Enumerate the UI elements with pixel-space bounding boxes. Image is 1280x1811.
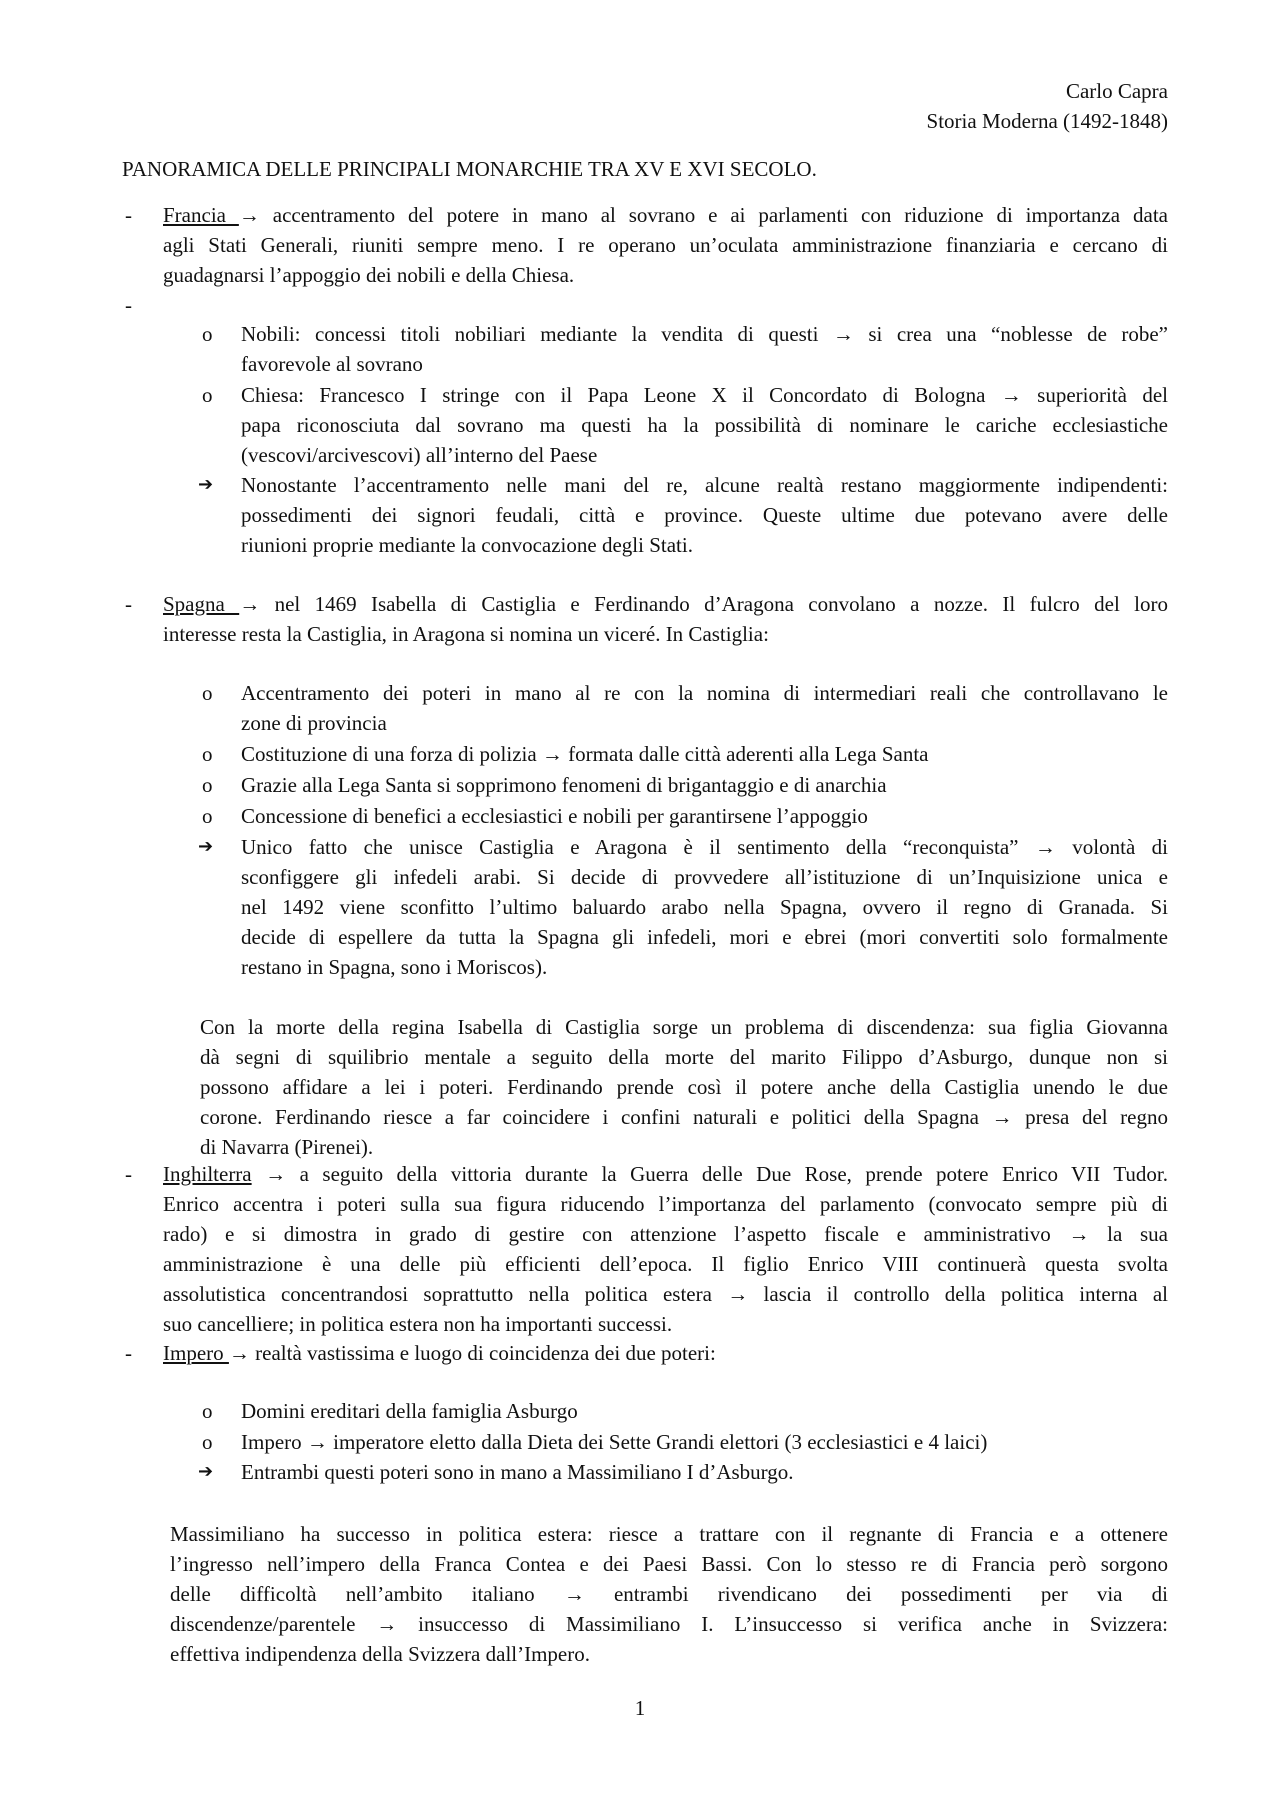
item-o	[202, 1427, 1168, 1457]
text-line: agli Stati Generali, riuniti sempre meno. I re operano un’oculata amministrazione finanziaria e cercano di	[163, 233, 1168, 257]
page-number: 1	[634, 1696, 646, 1720]
item-o	[202, 678, 1168, 738]
text-line: effettiva indipendenza della Svizzera dall’Impero.	[170, 1642, 590, 1666]
text-line	[163, 1338, 1168, 1368]
section-heading: Impero	[163, 1341, 229, 1365]
item-dash	[125, 290, 1168, 320]
text-line: (vescovi/arcivescovi) all’interno del Paese	[241, 443, 598, 467]
text-line	[163, 1159, 1168, 1189]
text-line: Entrambi questi poteri sono in mano a Massimiliano I d’Asburgo.	[241, 1460, 794, 1484]
section-heading: Spagna	[163, 592, 240, 616]
circle-bullet-icon: o	[202, 322, 213, 346]
text-line: discendenze/parentele → insuccesso di Massimiliano I. L’insuccesso si verifica anche in Svizzera:	[170, 1612, 1168, 1636]
text-line: assolutistica concentrandosi soprattutto nella politica estera → lascia il controllo della politica interna al	[163, 1282, 1168, 1306]
circle-bullet-icon: o	[202, 742, 213, 766]
text-line: suo cancelliere; in politica estera non ha importanti successi.	[163, 1312, 673, 1336]
item-dash	[125, 1159, 1168, 1339]
text-line: riunioni proprie mediante la convocazione degli Stati.	[241, 533, 693, 557]
item-arrow	[198, 832, 1168, 982]
text-line-content: → realtà vastissima e luogo di coincidenza dei due poteri:	[228, 1341, 716, 1365]
text-line: l’ingresso nell’impero della Franca Contea e dei Paesi Bassi. Con lo stesso re di Francia però sorgono	[170, 1552, 1168, 1576]
item-dash	[125, 200, 1168, 290]
document-title: PANORAMICA DELLE PRINCIPALI MONARCHIE TRA XV E XVI SECOLO.	[122, 157, 817, 181]
text-line: Domini ereditari della famiglia Asburgo	[241, 1399, 578, 1423]
text-line: possedimenti dei signori feudali, città e province. Queste ultime due potevano avere delle	[241, 503, 1168, 527]
item-o	[202, 380, 1168, 470]
text-line: possono affidare a lei i poteri. Ferdinando prende così il potere anche della Castiglia unendo le due	[200, 1075, 1168, 1099]
text-line: di Navarra (Pirenei).	[200, 1135, 374, 1159]
text-line: Chiesa: Francesco I stringe con il Papa Leone X il Concordato di Bologna → superiorità del	[241, 383, 1168, 407]
text-line: dà segni di squilibrio mentale a seguito della morte del marito Filippo d’Asburgo, dunque non si	[200, 1045, 1168, 1069]
text-line-content: → a seguito della vittoria durante la Guerra delle Due Rose, prende potere Enrico VII Tudor.	[251, 1162, 1168, 1186]
text-line-content: → nel 1469 Isabella di Castiglia e Ferdinando d’Aragona convolano a nozze. Il fulcro del loro	[239, 592, 1168, 616]
item-dash	[125, 1338, 1168, 1368]
item-o	[202, 801, 1168, 831]
text-line: sconfiggere gli infedeli arabi. Si decide di provvedere all’istituzione di un’Inquisizione unica e	[241, 865, 1168, 889]
text-line: corone. Ferdinando riesce a far coincidere i confini naturali e politici della Spagna → presa del regno	[200, 1105, 1168, 1129]
text-line: Accentramento dei poteri in mano al re con la nomina di intermediari reali che controllavano le	[241, 681, 1168, 705]
section-heading: Inghilterra	[163, 1162, 252, 1186]
text-line: Con la morte della regina Isabella di Castiglia sorge un problema di discendenza: sua figlia Giovanna	[200, 1015, 1168, 1039]
item-para1	[200, 1012, 1168, 1162]
circle-bullet-icon: o	[202, 681, 213, 705]
dash-bullet-icon: -	[125, 592, 132, 616]
item-dash	[125, 589, 1168, 649]
item-o	[202, 770, 1168, 800]
text-line: Nonostante l’accentramento nelle mani del re, alcune realtà restano maggiormente indipendenti:	[241, 473, 1168, 497]
text-line: Nobili: concessi titoli nobiliari mediante la vendita di questi → si crea una “noblesse de robe”	[241, 322, 1168, 346]
text-line-content: → accentramento del potere in mano al sovrano e ai parlamenti con riduzione di importanza data	[238, 203, 1168, 227]
text-line: Unico fatto che unisce Castiglia e Aragona è il sentimento della “reconquista” → volontà di	[241, 835, 1168, 859]
text-line: interesse resta la Castiglia, in Aragona si nomina un viceré. In Castiglia:	[163, 622, 769, 646]
dash-bullet-icon: -	[125, 203, 132, 227]
text-line: amministrazione è una delle più efficienti dell’epoca. Il figlio Enrico VIII continuerà questa svolta	[163, 1252, 1168, 1276]
arrow-bullet-icon: ➔	[198, 836, 214, 857]
arrow-bullet-icon: ➔	[198, 474, 214, 495]
item-arrow	[198, 470, 1168, 560]
text-line: Massimiliano ha successo in politica estera: riesce a trattare con il regnante di Francia e a ottenere	[170, 1522, 1168, 1546]
text-line: Costituzione di una forza di polizia → formata dalle città aderenti alla Lega Santa	[241, 742, 929, 766]
text-line: guadagnarsi l’appoggio dei nobili e della Chiesa.	[163, 263, 575, 287]
text-line: Concessione di benefici a ecclesiastici e nobili per garantirsene l’appoggio	[241, 804, 868, 828]
text-line: nel 1492 viene sconfitto l’ultimo baluardo arabo nella Spagna, ovvero il regno di Granada. Si	[241, 895, 1168, 919]
text-line: Grazie alla Lega Santa si sopprimono fenomeni di brigantaggio e di anarchia	[241, 773, 887, 797]
text-line: delle difficoltà nell’ambito italiano → entrambi rivendicano dei possedimenti per via di	[170, 1582, 1168, 1606]
circle-bullet-icon: o	[202, 383, 213, 407]
item-o	[202, 319, 1168, 379]
circle-bullet-icon: o	[202, 804, 213, 828]
circle-bullet-icon: o	[202, 1399, 213, 1423]
text-line: decide di espellere da tutta la Spagna gli infedeli, mori e ebrei (mori convertiti solo formalmente	[241, 925, 1168, 949]
text-line	[163, 200, 1168, 230]
text-line	[163, 589, 1168, 619]
section-heading: Francia	[163, 203, 239, 227]
item-o	[202, 739, 1168, 769]
dash-bullet-icon: -	[125, 293, 132, 317]
text-line: Impero → imperatore eletto dalla Dieta dei Sette Grandi elettori (3 ecclesiastici e 4 laici)	[241, 1430, 988, 1454]
text-line: Enrico accentra i poteri sulla sua figura riducendo l’importanza del parlamento (convocato sempre più di	[163, 1192, 1168, 1216]
item-arrow	[198, 1457, 1168, 1487]
text-line	[163, 290, 1168, 320]
circle-bullet-icon: o	[202, 773, 213, 797]
text-line: favorevole al sovrano	[241, 352, 423, 376]
header-course: Storia Moderna (1492-1848)	[926, 109, 1168, 133]
header-author: Carlo Capra	[1065, 79, 1168, 103]
text-line: restano in Spagna, sono i Moriscos).	[241, 955, 548, 979]
circle-bullet-icon: o	[202, 1430, 213, 1454]
item-o	[202, 1396, 1168, 1426]
text-line: rado) e si dimostra in grado di gestire con attenzione l’aspetto fiscale e amministrativo → la sua	[163, 1222, 1168, 1246]
dash-bullet-icon: -	[125, 1162, 132, 1186]
item-para2	[170, 1519, 1168, 1669]
text-line: zone di provincia	[241, 711, 387, 735]
dash-bullet-icon: -	[125, 1341, 132, 1365]
arrow-bullet-icon: ➔	[198, 1461, 214, 1482]
text-line: papa riconosciuta dal sovrano ma questi ha la possibilità di nominare le cariche ecclesiastiche	[241, 413, 1168, 437]
